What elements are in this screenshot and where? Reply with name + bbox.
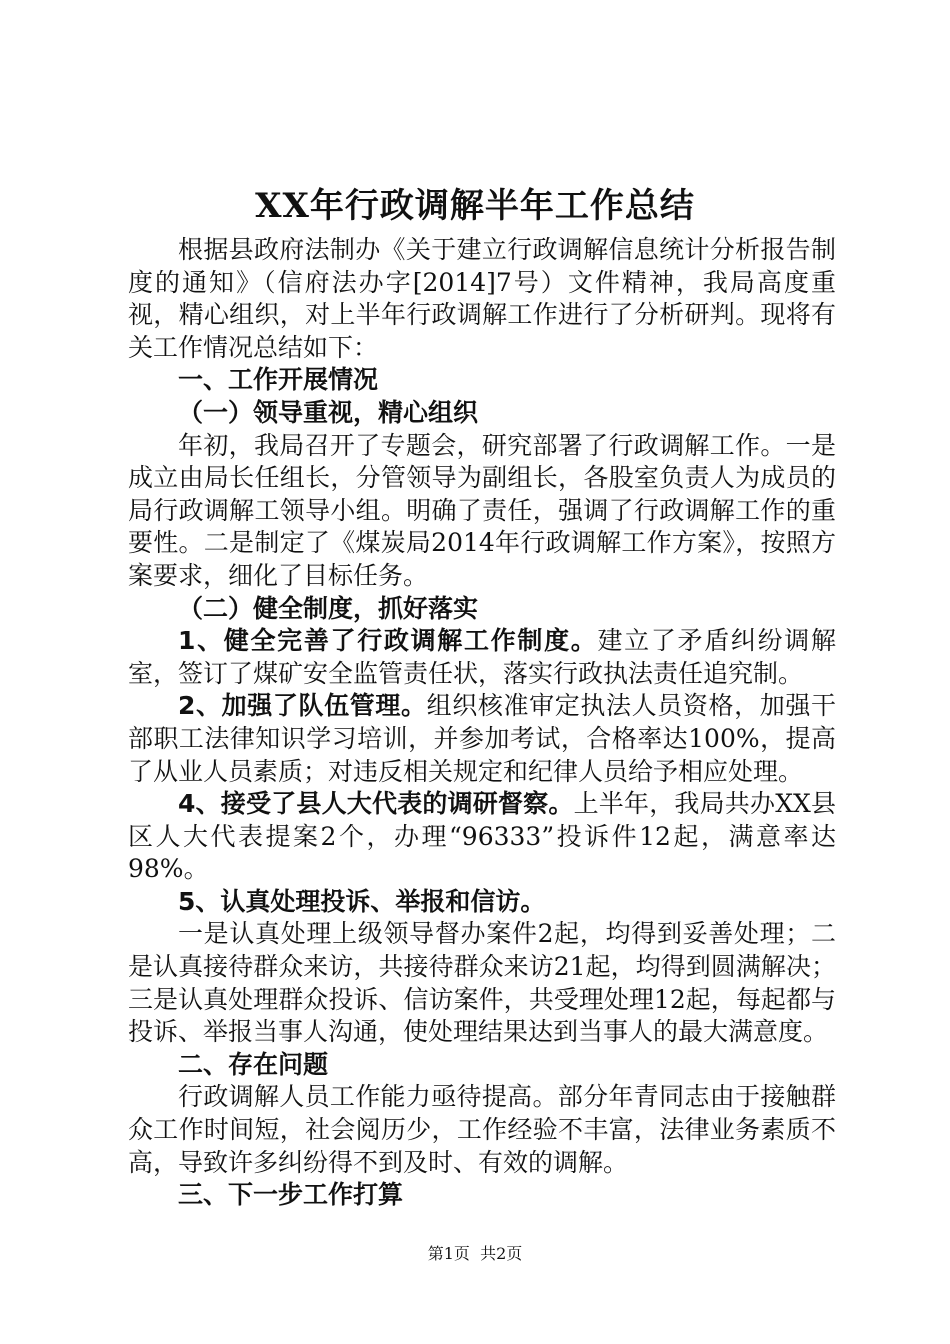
footer-spacer: [470, 1244, 480, 1263]
item-text-2: 组织核准审定执法人员资格，加强干部职工法律知识学习培训，并参加考试，合格率达100%，提高了从业人员素质；对违反相关规定和纪律人员给予相应处理。: [128, 691, 836, 786]
item-paragraph-5-heading: [128, 886, 836, 919]
problems-paragraph: 行政调解人员工作能力亟待提高。部分年青同志由于接触群众工作时间短，社会阅历少，工作经验不丰富，法律业务素质不高，导致许多纠纷得不到及时、有效的调解。: [128, 1082, 836, 1177]
section-heading-problems: 二、存在问题: [178, 1049, 329, 1079]
item-paragraph-4: [128, 788, 836, 886]
leadership-paragraph: 年初，我局召开了专题会，研究部署了行政调解工作。一是成立由局长任组长，分管领导为副组长，各股室负责人为成员的局行政调解工领导小组。明确了责任，强调了行政调解工作的重要性。二是制定了《煤炭局2014年行政调解工作方案》，按照方案要求，细化了目标任务。: [128, 430, 836, 590]
item-text-1: 建立了矛盾纠纷调解室，签订了煤矿安全监管责任状，落实行政执法责任追究制。: [128, 626, 836, 688]
page-number: 第1页: [427, 1244, 470, 1263]
item-text-4: 上半年，我局共办XX县区人大代表提案2个，办理“96333”投诉件12起，满意率达98%。: [128, 789, 836, 884]
item-paragraph-1: [128, 625, 836, 690]
page-total: 共2页: [480, 1244, 523, 1263]
document-title: XX年行政调解半年工作总结: [255, 186, 695, 226]
item-lead-2: 2、加强了队伍管理。: [178, 691, 427, 721]
item-lead-1: 1、健全完善了行政调解工作制度。: [178, 626, 598, 656]
intro-paragraph: 根据县政府法制办《关于建立行政调解信息统计分析报告制度的通知》（信府法办字[2014]7号）文件精神，我局高度重视，精心组织，对上半年行政调解工作进行了分析研判。现将有关工作情况总结如下：: [128, 235, 836, 362]
item-paragraph-2: [128, 690, 836, 788]
section-heading-work-status: 一、工作开展情况: [178, 365, 379, 395]
item-paragraph-5: 一是认真处理上级领导督办案件2起，均得到妥善处理；二是认真接待群众来访，共接待群众来访21起，均得到圆满解决；三是认真处理群众投诉、信访案件，共受理处理12起，每起都与投诉、举报当事人沟通，使处理结果达到当事人的最大满意度。: [128, 919, 836, 1047]
page-footer: [0, 1244, 950, 1264]
item-lead-5: 5、认真处理投诉、举报和信访。: [178, 886, 546, 916]
item-lead-4: 4、接受了县人大代表的调研督察。: [178, 789, 574, 819]
subsection-heading-leadership: （一）领导重视，精心组织: [178, 397, 479, 427]
document-body: [128, 234, 836, 1212]
section-heading-next-steps: 三、下一步工作打算: [178, 1180, 404, 1210]
subsection-heading-system: （二）健全制度，抓好落实: [178, 593, 479, 623]
